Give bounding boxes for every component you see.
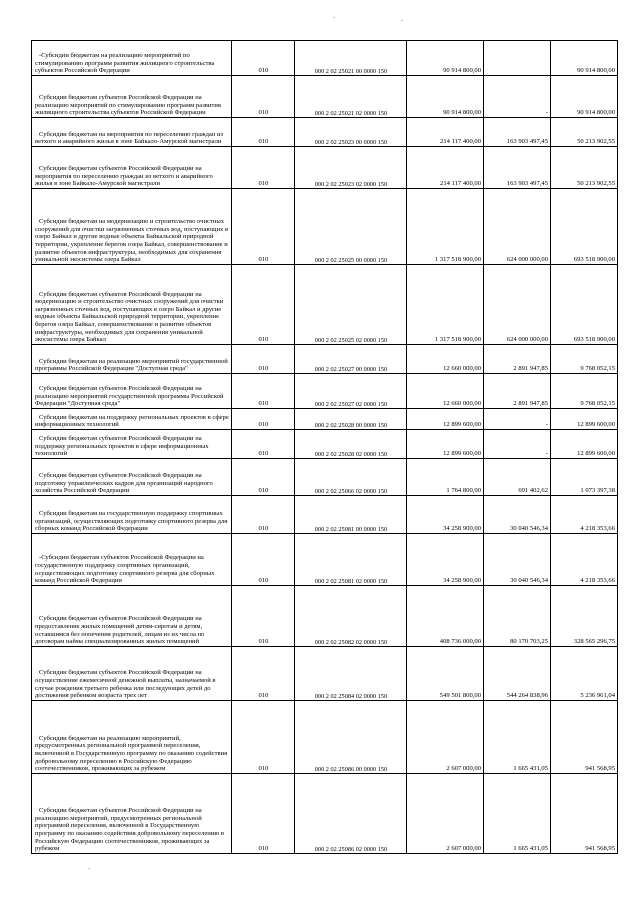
scan-speck	[88, 868, 90, 869]
row-name: Субсидии бюджетам на реализацию мероприятий, предусмотренных региональной программой переселения, включенной в Государственную программу по оказанию содействия добровольному переселению в Российскую Федерацию соотечественников, проживающих за рубежом	[32, 701, 232, 774]
row-classification: 000 2 02 25028 00 0000 150	[295, 409, 407, 430]
row-code: 010	[232, 647, 295, 701]
table-row	[32, 76, 618, 118]
row-code: 010	[232, 345, 295, 374]
row-classification: 000 2 02 25023 00 0000 150	[295, 118, 407, 147]
row-name: Субсидии бюджетам субъектов Российской Федерации на реализацию мероприятий по стимулированию программ развития жилищного строительства субъектов Российской Федерации	[32, 76, 232, 118]
row-rest: 4 218 353,66	[551, 534, 618, 586]
row-classification: 000 2 02 25028 02 0000 150	[295, 430, 407, 459]
table-row	[32, 430, 618, 459]
row-name: Субсидии бюджетам на реализацию мероприятий государственной программы Российской Федерации "Доступная среда"	[32, 345, 232, 374]
row-rest: 9 768 052,15	[551, 374, 618, 409]
table-row	[32, 534, 618, 586]
row-plan: 214 117 400,00	[407, 147, 484, 189]
row-code: 010	[232, 701, 295, 774]
row-name: Субсидии бюджетам субъектов Российской Федерации на подготовку управленческих кадров для организаций народного хозяйства Российской Федерации	[32, 459, 232, 496]
row-classification: 000 2 02 25025 00 0000 150	[295, 189, 407, 265]
row-classification: 000 2 02 25027 00 0000 150	[295, 345, 407, 374]
row-classification: 000 2 02 25081 00 0000 150	[295, 496, 407, 534]
row-plan: 12 899 600,00	[407, 430, 484, 459]
table-row	[32, 409, 618, 430]
row-name: Субсидии бюджетам на модернизацию и строительство очистных сооружений для очистки загрязненных сточных вод, поступающих в озеро Байкал и другие водные объекты Байкальской природной территории, укрепление берегов озера Байкал, совершенствование и развитие объектов инфраструктуры, необходимых для сохранения уникальной экосистемы озера Байкал	[32, 189, 232, 265]
row-code: 010	[232, 459, 295, 496]
table-row	[32, 774, 618, 854]
row-classification: 000 2 02 25025 02 0000 150	[295, 265, 407, 345]
row-fact: -	[484, 430, 551, 459]
row-name: Субсидии бюджетам субъектов Российской Федерации на реализацию мероприятий государственной программы Российской Федерации "Доступная среда"	[32, 374, 232, 409]
row-rest: 941 568,95	[551, 774, 618, 854]
row-plan: 90 914 800,00	[407, 41, 484, 76]
table-row	[32, 586, 618, 647]
scan-speck	[333, 17, 335, 18]
row-fact: -	[484, 76, 551, 118]
table-row	[32, 374, 618, 409]
row-fact: 1 665 431,05	[484, 701, 551, 774]
row-plan: 2 607 000,00	[407, 701, 484, 774]
row-name: -Субсидии бюджетам на реализацию мероприятий по стимулированию программ развития жилищного строительства субъектов Российской Федерации	[32, 41, 232, 76]
row-name: Субсидии бюджетам субъектов Российской Федерации на мероприятия по переселению граждан из ветхого и аварийного жилья в зоне Байкало-Амурской магистрали	[32, 147, 232, 189]
row-fact: 30 040 546,34	[484, 496, 551, 534]
row-plan: 214 117 400,00	[407, 118, 484, 147]
row-code: 010	[232, 118, 295, 147]
row-code: 010	[232, 409, 295, 430]
row-plan: 549 501 800,00	[407, 647, 484, 701]
row-classification: 000 2 02 25027 02 0000 150	[295, 374, 407, 409]
row-name: Субсидии бюджетам субъектов Российской Федерации на поддержку региональных проектов в сфере информационных технологий	[32, 430, 232, 459]
row-rest: 5 236 961,04	[551, 647, 618, 701]
row-name: Субсидии бюджетам субъектов Российской Федерации на предоставление жилых помещений детям-сиротам и детям, оставшимся без попечения родителей, лицам из их числа по договорам найма специализированных жилых помещений	[32, 586, 232, 647]
row-fact: 544 264 838,96	[484, 647, 551, 701]
row-name: Субсидии бюджетам на мероприятия по переселению граждан из ветхого и аварийного жилья в зоне Байкало-Амурской магистрали	[32, 118, 232, 147]
row-rest: 90 914 800,00	[551, 41, 618, 76]
row-name: Субсидии бюджетам субъектов Российской Федерации на модернизацию и строительство очистных сооружений для очистки загрязненных сточных вод, поступающих в озеро Байкал и другие водные объекты Байкальской природной территории, укрепление берегов озера Байкал, совершенствование и развитие объектов инфраструктуры, необходимых для сохранения уникальной экосистемы озера Байкал	[32, 265, 232, 345]
row-code: 010	[232, 76, 295, 118]
row-name: Субсидии бюджетам субъектов Российской Федерации на реализацию мероприятий, предусмотренных региональной программой переселения, включенной в Государственную программу по оказанию содействия добровольному переселению в Российскую Федерацию соотечественников, проживающих за рубежом	[32, 774, 232, 854]
row-name: Субсидии бюджетам на государственную поддержку спортивных организаций, осуществляющих подготовку спортивного резерва для сборных команд Российской Федерации	[32, 496, 232, 534]
budget-table	[31, 40, 618, 854]
row-rest: 1 073 397,38	[551, 459, 618, 496]
row-rest: 4 218 353,66	[551, 496, 618, 534]
table-row	[32, 147, 618, 189]
row-code: 010	[232, 147, 295, 189]
row-plan: 1 317 518 900,00	[407, 189, 484, 265]
table-row	[32, 496, 618, 534]
row-fact: 163 903 497,45	[484, 147, 551, 189]
row-code: 010	[232, 41, 295, 76]
row-classification: 000 2 02 25086 00 0000 150	[295, 701, 407, 774]
row-fact: 2 891 947,85	[484, 345, 551, 374]
row-rest: 693 518 900,00	[551, 265, 618, 345]
row-fact: 691 402,62	[484, 459, 551, 496]
row-classification: 000 2 02 25021 00 0000 150	[295, 41, 407, 76]
row-rest: 50 213 902,55	[551, 118, 618, 147]
row-plan: 2 607 000,00	[407, 774, 484, 854]
row-plan: 1 317 518 900,00	[407, 265, 484, 345]
row-code: 010	[232, 534, 295, 586]
row-code: 010	[232, 774, 295, 854]
row-classification: 000 2 02 25086 02 0000 150	[295, 774, 407, 854]
row-fact: 80 170 703,25	[484, 586, 551, 647]
table-row	[32, 265, 618, 345]
row-plan: 1 764 800,00	[407, 459, 484, 496]
row-rest: 12 899 600,00	[551, 409, 618, 430]
row-fact: 163 903 497,45	[484, 118, 551, 147]
row-code: 010	[232, 430, 295, 459]
row-code: 010	[232, 374, 295, 409]
row-fact: 2 891 947,85	[484, 374, 551, 409]
row-fact: 624 000 000,00	[484, 265, 551, 345]
row-classification: 000 2 02 25066 02 0000 150	[295, 459, 407, 496]
row-rest: 693 518 900,00	[551, 189, 618, 265]
row-rest: 12 899 600,00	[551, 430, 618, 459]
row-plan: 34 258 900,00	[407, 534, 484, 586]
table-row	[32, 118, 618, 147]
row-classification: 000 2 02 25082 02 0000 150	[295, 586, 407, 647]
row-plan: 12 660 000,00	[407, 345, 484, 374]
row-code: 010	[232, 586, 295, 647]
scan-speck	[401, 20, 403, 21]
table-row	[32, 41, 618, 76]
row-rest: 328 565 296,75	[551, 586, 618, 647]
table-row	[32, 701, 618, 774]
row-code: 010	[232, 265, 295, 345]
row-plan: 408 736 000,00	[407, 586, 484, 647]
row-classification: 000 2 02 25081 02 0000 150	[295, 534, 407, 586]
table-row	[32, 345, 618, 374]
table-row	[32, 647, 618, 701]
row-name: Субсидии бюджетам на поддержку региональных проектов в сфере информационных технологий	[32, 409, 232, 430]
row-code: 010	[232, 496, 295, 534]
row-name: Субсидии бюджетам субъектов Российской Федерации на осуществление ежемесячной денежной выплаты, назначаемой в случае рождения третьего ребенка или последующих детей до достижения ребенком возраста трех лет	[32, 647, 232, 701]
row-code: 010	[232, 189, 295, 265]
row-fact: 30 040 546,34	[484, 534, 551, 586]
row-rest: 941 568,95	[551, 701, 618, 774]
row-rest: 90 914 800,00	[551, 76, 618, 118]
row-plan: 12 899 600,00	[407, 409, 484, 430]
row-plan: 90 914 800,00	[407, 76, 484, 118]
row-plan: 12 660 000,00	[407, 374, 484, 409]
row-classification: 000 2 02 25021 02 0000 150	[295, 76, 407, 118]
row-rest: 9 768 052,15	[551, 345, 618, 374]
row-fact	[484, 41, 551, 76]
row-classification: 000 2 02 25023 02 0000 150	[295, 147, 407, 189]
row-rest: 50 213 902,55	[551, 147, 618, 189]
row-fact: 1 665 431,05	[484, 774, 551, 854]
row-name: -Субсидии бюджетам субъектов Российской Федерации на государственную поддержку спортивных организаций, осуществляющих подготовку спортивного резерва для сборных команд Российской Федерации	[32, 534, 232, 586]
table-row	[32, 459, 618, 496]
table-row	[32, 189, 618, 265]
row-fact: -	[484, 409, 551, 430]
row-fact: 624 000 000,00	[484, 189, 551, 265]
row-plan: 34 258 900,00	[407, 496, 484, 534]
row-classification: 000 2 02 25084 02 0000 150	[295, 647, 407, 701]
